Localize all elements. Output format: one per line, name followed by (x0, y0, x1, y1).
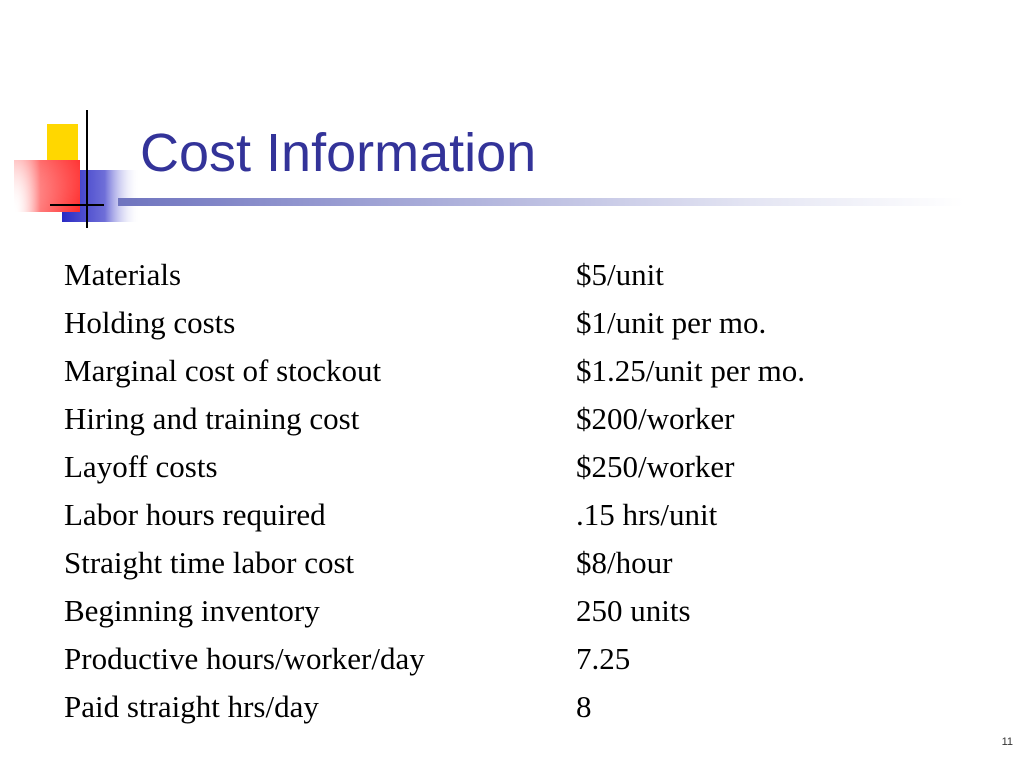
table-row (64, 251, 805, 299)
cost-item-label: Paid straight hrs/day (64, 689, 319, 724)
cost-item-value: $1.25/unit per mo. (576, 353, 806, 388)
cost-item-value: 7.25 (576, 641, 631, 676)
table-row (64, 683, 805, 731)
cost-item-label: Holding costs (64, 305, 236, 340)
cost-item-label: Marginal cost of stockout (64, 353, 382, 388)
table-row (64, 587, 805, 635)
cost-item-value: 8 (576, 689, 592, 724)
cost-item-label: Straight time labor cost (64, 545, 355, 580)
cost-item-label: Layoff costs (64, 449, 218, 484)
table-row (64, 347, 805, 395)
cost-item-value: $250/worker (576, 449, 735, 484)
cost-item-value: $1/unit per mo. (576, 305, 767, 340)
table-row (64, 395, 805, 443)
cost-item-value: $5/unit (576, 257, 664, 292)
table-row (64, 443, 805, 491)
table-row (64, 299, 805, 347)
cost-item-label: Hiring and training cost (64, 401, 360, 436)
table-row (64, 635, 805, 683)
slide-title: Cost Information (140, 123, 537, 183)
cost-item-value: $200/worker (576, 401, 735, 436)
cost-item-value: .15 hrs/unit (576, 497, 718, 532)
cost-item-label: Productive hours/worker/day (64, 641, 425, 676)
cost-item-label: Labor hours required (64, 497, 326, 532)
title-underline (118, 198, 964, 206)
table-row (64, 491, 805, 539)
page-number: 11 (1001, 736, 1013, 748)
cost-item-value: 250 units (576, 593, 691, 628)
cost-item-label: Materials (64, 257, 182, 292)
table-row (64, 539, 805, 587)
cost-table (64, 251, 805, 731)
cost-item-value: $8/hour (576, 545, 673, 580)
cost-item-label: Beginning inventory (64, 593, 320, 628)
